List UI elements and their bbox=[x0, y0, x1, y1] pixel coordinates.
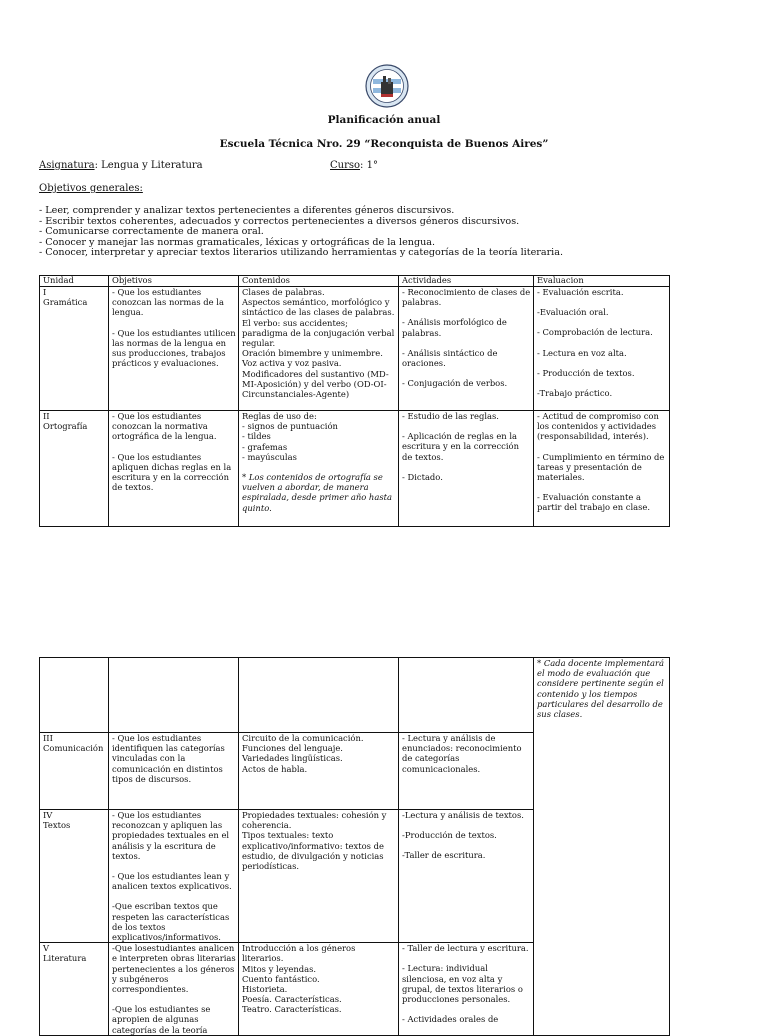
course-label: Curso bbox=[330, 160, 361, 171]
objective-item: - Conocer, interpretar y apreciar textos literarios utilizando herramientas y categorías de la teoría literaria. bbox=[39, 247, 564, 259]
empty-cell bbox=[109, 658, 239, 733]
header-contenidos: Contenidos bbox=[239, 276, 399, 287]
objetivos-cell: -Que losestudiantes analicen e interpreten obras literarias pertenecientes a los géneros y subgéneros correspondientes. -Que los estudiantes se apropien de algunas categorías de la teoría bbox=[109, 943, 239, 1036]
school-crest-logo bbox=[365, 64, 409, 108]
actividades-cell: - Reconocimiento de clases de palabras. - Análisis morfológico de palabras. - Análisis sintáctico de oraciones. - Conjugación de verbos. bbox=[399, 287, 534, 411]
course-line bbox=[330, 160, 378, 171]
ortografia-note: * Los contenidos de ortografía se vuelven a abordar, de manera espiralada, desde primer año hasta quinto. bbox=[242, 472, 392, 513]
objectives-list bbox=[39, 206, 563, 259]
contenidos-cell: Reglas de uso de: - signos de puntuación - tildes - grafemas - mayúsculas * Los contenidos de ortografía se vuelven a abordar, de manera espiralada, desde primer año hasta quinto. bbox=[239, 411, 399, 527]
actividades-cell: - Lectura y análisis de enunciados: reconocimiento de categorías comunicacionales. bbox=[399, 733, 534, 810]
objetivos-cell: - Que los estudiantes reconozcan y apliquen las propiedades textuales en el análisis y la escritura de textos. - Que los estudiantes lean y analicen textos explicativos. -Que escriban textos que respeten las características de los textos explicativos/informativos. bbox=[109, 810, 239, 943]
evaluacion-cell: - Actitud de compromiso con los contenidos y actividades (responsabilidad, interés). - Cumplimiento en término de tareas y presentación de materiales. - Evaluación constante a partir del trabajo en clase. bbox=[534, 411, 670, 527]
objective-item: - Comunicarse correctamente de manera oral. bbox=[39, 226, 264, 238]
unit-cell: II Ortografía bbox=[40, 411, 109, 527]
contenidos-cell: Introducción a los géneros literarios. Mitos y leyendas. Cuento fantástico. Historieta. Poesía. Características. Teatro. Características. bbox=[239, 943, 399, 1036]
evaluacion-note-cell: * Cada docente implementará el modo de evaluación que considere pertinente según el contenido y los tiempos particulares del desarrollo de sus clases. bbox=[534, 658, 670, 1036]
objetivos-cell: - Que los estudiantes conozcan la normativa ortográfica de la lengua. - Que los estudiantes apliquen dichas reglas en la escritura y en la corrección de textos. bbox=[109, 411, 239, 527]
empty-cell bbox=[40, 658, 109, 733]
objective-item: - Escribir textos coherentes, adecuados y correctos pertenecientes a diversos géneros discursivos. bbox=[39, 215, 520, 227]
table-row bbox=[40, 411, 670, 527]
actividades-cell: -Lectura y análisis de textos. -Producción de textos. -Taller de escritura. bbox=[399, 810, 534, 943]
contenidos-cell: Clases de palabras. Aspectos semántico, morfológico y sintáctico de las clases de palabras. El verbo: sus accidentes; paradigma de la conjugación verbal regular. Oración bimembre y unimembre. Voz activa y voz pasiva. Modificadores del sustantivo (MD-MI-Aposición) y del verbo (OD-OI-Circunstanciales-Agente) bbox=[239, 287, 399, 411]
evaluacion-cell: - Evaluación escrita. -Evaluación oral. - Comprobación de lectura. - Lectura en voz alta. - Producción de textos. -Trabajo práctico. bbox=[534, 287, 670, 411]
contenidos-cell: Propiedades textuales: cohesión y coherencia. Tipos textuales: texto explicativo/informativo: textos de estudio, de divulgación y noticias periodísticas. bbox=[239, 810, 399, 943]
planning-table-part-2 bbox=[39, 657, 670, 1036]
actividades-cell: - Estudio de las reglas. - Aplicación de reglas en la escritura y en la corrección de textos. - Dictado. bbox=[399, 411, 534, 527]
table-row bbox=[40, 287, 670, 411]
empty-cell bbox=[399, 658, 534, 733]
objetivos-cell: - Que los estudiantes conozcan las normas de la lengua. - Que los estudiantes utilicen las normas de la lengua en sus producciones, trabajos prácticos y evaluaciones. bbox=[109, 287, 239, 411]
empty-cell bbox=[239, 658, 399, 733]
unit-cell: IV Textos bbox=[40, 810, 109, 943]
objective-item: - Leer, comprender y analizar textos pertenecientes a diferentes géneros discursivos. bbox=[39, 205, 455, 216]
document-title: Planificación anual bbox=[327, 114, 441, 126]
unit-cell: III Comunicación bbox=[40, 733, 109, 810]
subject-value: : Lengua y Literatura bbox=[94, 160, 203, 171]
unit-cell: V Literatura bbox=[40, 943, 109, 1036]
table-header-row bbox=[40, 276, 670, 287]
contenidos-cell: Circuito de la comunicación. Funciones del lenguaje. Variedades lingüísticas. Actos de habla. bbox=[239, 733, 399, 810]
table-row bbox=[40, 658, 670, 733]
header-objetivos: Objetivos bbox=[109, 276, 239, 287]
planning-table-part-1 bbox=[39, 275, 670, 527]
actividades-cell: - Taller de lectura y escritura. - Lectura: individual silenciosa, en voz alta y grupal, de textos literarios o producciones personales. - Actividades orales de bbox=[399, 943, 534, 1036]
subject-label: Asignatura bbox=[39, 160, 95, 171]
subject-line bbox=[39, 160, 203, 171]
objectives-heading: Objetivos generales: bbox=[39, 183, 143, 194]
header-actividades: Actividades bbox=[399, 276, 534, 287]
objective-item: - Conocer y manejar las normas gramaticales, léxicas y ortográficas de la lengua. bbox=[39, 236, 436, 248]
school-name: Escuela Técnica Nro. 29 “Reconquista de Buenos Aires” bbox=[219, 138, 549, 150]
unit-cell: I Gramática bbox=[40, 287, 109, 411]
header-evaluacion: Evaluacion bbox=[534, 276, 670, 287]
objetivos-cell: - Que los estudiantes identifiquen las categorías vinculadas con la comunicación en distintos tipos de discursos. bbox=[109, 733, 239, 810]
course-value: : 1° bbox=[360, 160, 378, 171]
header-unidad: Unidad bbox=[40, 276, 109, 287]
